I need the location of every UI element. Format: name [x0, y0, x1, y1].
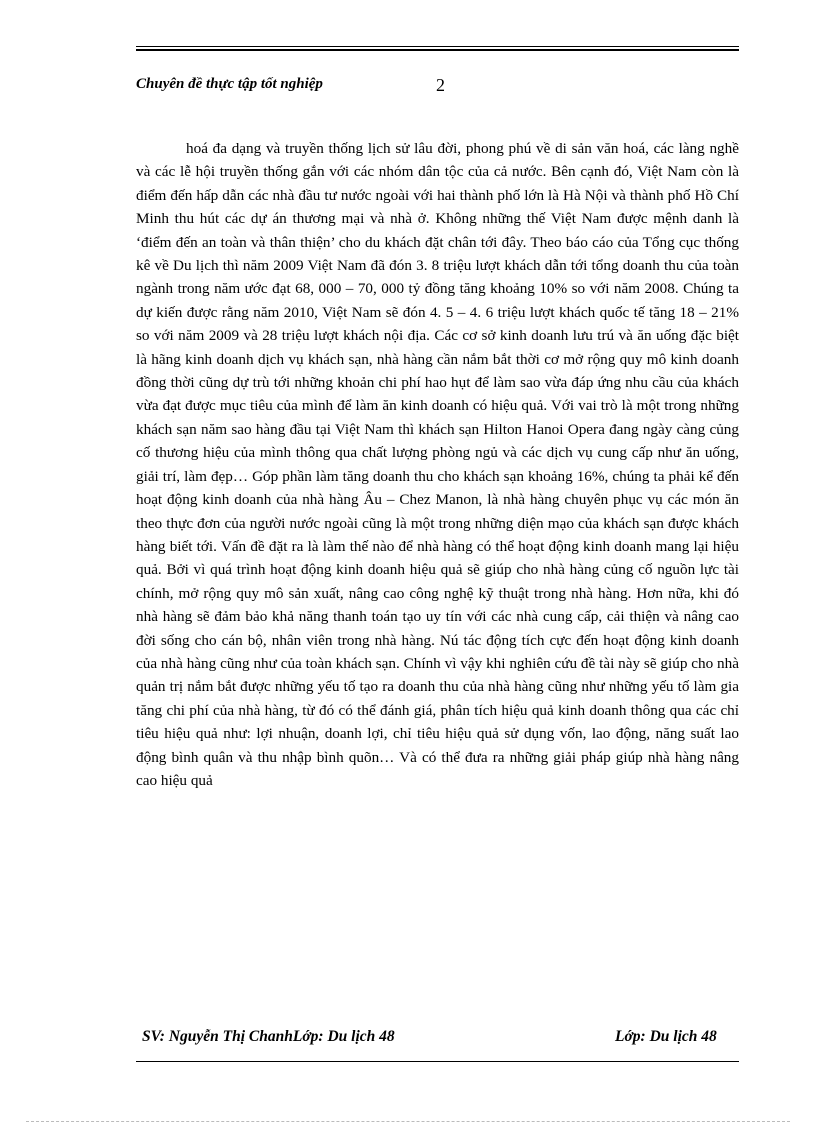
- document-header-title: Chuyên đề thực tập tốt nghiệp: [136, 76, 323, 92]
- header-rule-thick: [136, 49, 739, 51]
- footer-rule: [136, 1061, 739, 1062]
- footer-student-info: SV: Nguyễn Thị ChanhLớp: Du lịch 48: [142, 1028, 395, 1045]
- footer-class-info: Lớp: Du lịch 48: [615, 1028, 717, 1045]
- page-edge-divider: [26, 1121, 790, 1122]
- body-paragraph: hoá đa dạng và truyền thống lịch sử lâu đời, phong phú về di sản văn hoá, các làng nghề và các lễ hội truyền thống gắn với các nhóm dân tộc của cả nước. Bên cạnh đó, Việt Nam còn là điểm đến hấp dẫn các nhà đầu tư nước ngoài với hai thành phố lớn là Hà Nội và thành phố Hồ Chí Minh thu hút các dự án thương mại và nhà ở. Không những thế Việt Nam được mệnh danh là ‘điểm đến an toàn và thân thiện’ cho du khách đặt chân tới đây. Theo báo cáo của Tổng cục thống kê về Du lịch thì năm 2009 Việt Nam đã đón 3. 8 triệu lượt khách dẫn tới tổng doanh thu của toàn ngành trong năm ước đạt 68, 000 – 70, 000 tỷ đồng tăng khoảng 10% so với năm 2008. Chúng ta dự kiến được rằng năm 2010, Việt Nam sẽ đón 4. 5 – 4. 6 triệu lượt khách quốc tế tăng 18 – 21% so với năm 2009 và 28 triệu lượt khách nội địa. Các cơ sở kinh doanh lưu trú và ăn uống đặc biệt là hãng kinh doanh dịch vụ khách sạn, nhà hàng cần nắm bắt thời cơ mở rộng quy mô kinh doanh đồng thời cũng dự trù tới những khoản chi phí hao hụt để làm sao vừa đáp ứng nhu cầu của khách vừa đạt được mục tiêu của mình để làm ăn kinh doanh có hiệu quả. Với vai trò là một trong những khách sạn năm sao hàng đầu tại Việt Nam thì khách sạn Hilton Hanoi Opera đang ngày càng củng cố thương hiệu của mình thông qua chất lượng phòng ngủ và các dịch vụ cung cấp như ăn uống, giải trí, làm đẹp… Góp phần làm tăng doanh thu cho khách sạn khoảng 16%, chúng ta phải kể đến hoạt động kinh doanh của nhà hàng Âu – Chez Manon, là nhà hàng chuyên phục vụ các món ăn theo thực đơn của người nước ngoài cũng là một trong những diện mạo của khách sạn được khách hàng biết tới. Vấn đề đặt ra là làm thế nào để nhà hàng có thể hoạt động kinh doanh mang lại hiệu quả. Bởi vì quá trình hoạt động kinh doanh hiệu quả sẽ giúp cho nhà hàng củng cố nguồn lực tài chính, mở rộng quy mô sản xuất, nâng cao công nghệ kỹ thuật trong nhà hàng. Hơn nữa, khi đó nhà hàng sẽ đảm bảo khả năng thanh toán tạo uy tín với các nhà cung cấp, cải thiện và nâng cao đời sống cho cán bộ, nhân viên trong nhà hàng. Nú tác động tích cực đến hoạt động kinh doanh của nhà hàng cũng như của toàn khách sạn. Chính vì vậy khi nghiên cứu đề tài này sẽ giúp cho nhà quản trị nắm bắt được những yếu tố tạo ra doanh thu của nhà hàng cũng như những yếu tố làm gia tăng chi phí của nhà hàng, từ đó có thể đánh giá, phân tích hiệu quả kinh doanh thông qua các chỉ tiêu hiệu quả như: lợi nhuận, doanh lợi, chỉ tiêu hiệu quả sử dụng vốn, lao động, năng suất lao động bình quân và thu nhập bình quõn… Và có thể đưa ra những giải pháp giúp nhà hàng nâng cao hiệu quả: [136, 140, 739, 789]
- page-number: 2: [436, 75, 445, 95]
- header-rule-thin: [136, 46, 739, 47]
